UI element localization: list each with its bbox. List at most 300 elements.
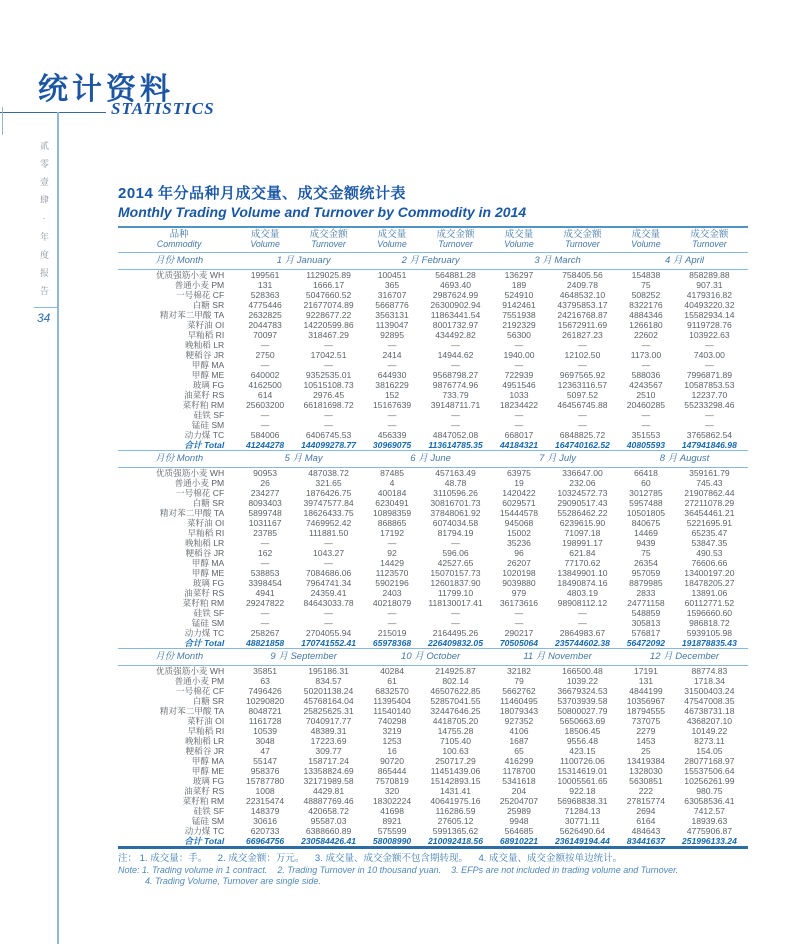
volume-cell: 6230491 — [375, 497, 409, 508]
turnover-cell: 907.31 — [696, 279, 723, 290]
turnover-cell: 46738731.18 — [684, 705, 735, 716]
volume-cell: 10501805 — [626, 507, 666, 518]
volume-cell: 1266180 — [629, 319, 663, 330]
turnover-cell: 487038.72 — [308, 467, 349, 478]
volume-cell: 10356967 — [626, 695, 666, 706]
stats-table — [118, 226, 748, 846]
volume-cell: 2192329 — [502, 319, 536, 330]
total-volume-cell: 56472092 — [626, 637, 666, 648]
turnover-cell: 52857041.55 — [430, 695, 481, 706]
turnover-cell: 232.06 — [569, 477, 596, 488]
month-name: 11 月 November — [494, 648, 621, 665]
volume-cell: — — [260, 617, 270, 628]
turnover-cell: 43795853.17 — [557, 299, 608, 310]
turnover-cell: 48389.31 — [310, 725, 347, 736]
commodity-name: 白糖 SR — [192, 497, 225, 508]
commodity-name: 硅铁 SF — [193, 409, 225, 420]
commodity-name: 普通小麦 PM — [174, 675, 225, 686]
turnover-cell: 6388660.89 — [305, 825, 352, 836]
turnover-cell: 71284.13 — [564, 805, 601, 816]
volume-cell: 4162500 — [248, 379, 282, 390]
volume-cell: 79 — [514, 675, 524, 686]
volume-cell: 24771158 — [627, 597, 665, 608]
table-row — [118, 488, 748, 498]
volume-cell: — — [387, 409, 397, 420]
turnover-cell: 13358824.69 — [303, 765, 354, 776]
header-row — [118, 227, 748, 252]
volume-cell: 4884346 — [629, 309, 663, 320]
volume-cell: 620733 — [250, 825, 280, 836]
turnover-cell: 95587.03 — [310, 815, 347, 826]
volume-cell: 416299 — [504, 755, 534, 766]
volume-cell: — — [514, 359, 524, 370]
turnover-cell: 48.78 — [444, 477, 467, 488]
volume-cell: 136297 — [504, 269, 534, 280]
turnover-cell: 11799.10 — [437, 587, 474, 598]
turnover-cell: 318467.29 — [308, 329, 349, 340]
volume-cell: 351553 — [631, 429, 661, 440]
volume-cell: 15444578 — [499, 507, 539, 518]
turnover-cell: 154.05 — [696, 745, 723, 756]
turnover-cell: 98908112.12 — [557, 597, 608, 608]
volume-cell: 23785 — [253, 527, 278, 538]
volume-cell: 14429 — [380, 557, 404, 568]
turnover-cell: 77170.62 — [564, 557, 601, 568]
volume-cell: — — [387, 617, 397, 628]
table-row — [118, 618, 748, 628]
turnover-cell: 2704055.94 — [305, 627, 352, 638]
turnover-cell: 9556.48 — [566, 735, 598, 746]
turnover-cell: 40641975.16 — [430, 795, 481, 806]
turnover-cell: 37848061.92 — [430, 507, 481, 518]
month-name: 8 月 August — [621, 450, 748, 467]
turnover-cell: 6074034.58 — [432, 517, 479, 528]
volume-cell: 162 — [257, 547, 273, 558]
turnover-cell: 31500403.24 — [684, 685, 735, 696]
volume-cell: 668017 — [504, 429, 534, 440]
volume-cell: 40218079 — [372, 597, 412, 608]
volume-cell: 234277 — [250, 487, 280, 498]
sidebar-vertical-rule — [57, 112, 59, 944]
table-row — [118, 756, 748, 766]
turnover-cell: — — [578, 359, 587, 370]
turnover-cell: 118130017.41 — [428, 597, 483, 608]
table-row — [118, 578, 748, 588]
commodity-name: 甲醇 ME — [191, 369, 225, 380]
total-turnover-cell: 226409832.05 — [428, 637, 483, 648]
volume-cell: 56300 — [507, 329, 531, 340]
table-row — [118, 330, 748, 340]
commodity-name: 精对苯二甲酸 TA — [159, 507, 225, 518]
volume-cell: 18234422 — [499, 399, 539, 410]
table-row — [118, 518, 748, 528]
turnover-cell: 71097.18 — [564, 527, 601, 538]
volume-cell: — — [260, 607, 270, 618]
turnover-cell: 3765862.54 — [686, 429, 733, 440]
volume-cell: 131 — [257, 279, 273, 290]
volume-cell: — — [387, 359, 397, 370]
turnover-cell: 434492.82 — [435, 329, 476, 340]
volume-cell: 199561 — [250, 269, 280, 280]
turnover-header: 成交金额 Turnover — [671, 227, 748, 252]
volume-cell: — — [641, 339, 651, 350]
turnover-cell: — — [451, 419, 460, 430]
turnover-cell: 564881.28 — [435, 269, 476, 280]
volume-cell: 528363 — [250, 289, 280, 300]
month-name: 4 月 April — [621, 252, 748, 269]
volume-cell: — — [260, 419, 270, 430]
volume-cell: 90953 — [253, 467, 278, 478]
commodity-name: 一号棉花 CF — [176, 487, 225, 498]
volume-cell: 10898359 — [372, 507, 412, 518]
month-name: 7 月 July — [494, 450, 621, 467]
volume-cell: 1453 — [636, 735, 656, 746]
volume-cell: 47 — [260, 745, 270, 756]
turnover-cell: 10587853.53 — [684, 379, 735, 390]
volume-cell: 1173.00 — [630, 349, 662, 360]
volume-cell: — — [260, 537, 270, 548]
volume-cell: 7496426 — [248, 685, 282, 696]
commodity-name: 优质强筋小麦 WH — [155, 467, 225, 478]
commodity-name: 油菜籽 RS — [184, 587, 225, 598]
turnover-cell: 7105.40 — [439, 735, 472, 746]
turnover-cell: 12363116.57 — [557, 379, 608, 390]
volume-cell: 9039880 — [502, 577, 536, 588]
commodity-name: 白糖 SR — [192, 695, 225, 706]
volume-cell: 979 — [511, 587, 527, 598]
volume-cell: 26 — [260, 477, 270, 488]
turnover-cell: 10005561.65 — [557, 775, 608, 786]
volume-cell: 100451 — [377, 269, 407, 280]
total-volume-cell: 65978368 — [372, 637, 412, 648]
page-edge-line — [2, 107, 3, 135]
volume-cell: 576817 — [631, 627, 661, 638]
volume-cell: 4106 — [509, 725, 529, 736]
turnover-cell: — — [324, 617, 333, 628]
turnover-cell: — — [324, 339, 333, 350]
turnover-cell: 2409.78 — [566, 279, 598, 290]
turnover-cell: 39148711.71 — [430, 399, 481, 410]
volume-cell: 840675 — [631, 517, 661, 528]
volume-cell: 8093403 — [248, 497, 282, 508]
total-volume-cell: 83441637 — [626, 835, 666, 846]
volume-cell: 320 — [384, 785, 400, 796]
volume-cell: 1139047 — [375, 319, 409, 330]
volume-cell: 5957488 — [629, 497, 663, 508]
turnover-cell: 45768164.04 — [303, 695, 354, 706]
total-volume-cell: 30969075 — [372, 439, 412, 450]
turnover-cell: 9352535.01 — [305, 369, 352, 380]
turnover-cell: 15314619.01 — [557, 765, 608, 776]
volume-cell: 11460495 — [500, 695, 538, 706]
total-turnover-cell: 170741552.41 — [301, 637, 357, 648]
volume-cell: 66418 — [633, 467, 658, 478]
turnover-cell: 195186.31 — [308, 665, 349, 676]
turnover-cell: 50201138.24 — [303, 685, 354, 696]
turnover-cell: 18478205.27 — [684, 577, 735, 588]
commodity-header-zh: 品种 — [169, 229, 189, 240]
turnover-cell: 980.75 — [696, 785, 723, 796]
turnover-cell: 4693.40 — [439, 279, 472, 290]
turnover-cell: 9119728.76 — [687, 319, 732, 330]
table-row — [118, 746, 748, 756]
turnover-cell: — — [705, 419, 714, 430]
volume-cell: 548859 — [631, 607, 661, 618]
turnover-cell: 25825625.31 — [303, 705, 354, 716]
turnover-cell: 6406745.53 — [305, 429, 352, 440]
volume-cell: 2403 — [382, 587, 402, 598]
turnover-cell: 4648532.10 — [559, 289, 606, 300]
volume-cell: 55147 — [253, 755, 278, 766]
turnover-cell: 1876426.75 — [305, 487, 352, 498]
commodity-name: 晚籼稻 LR — [185, 735, 225, 746]
table-row — [118, 716, 748, 726]
table-row — [118, 816, 748, 826]
commodity-name: 菜籽粕 RM — [182, 597, 225, 608]
turnover-cell: 13400197.20 — [684, 567, 735, 578]
volume-cell: 4775446 — [248, 299, 282, 310]
turnover-cell: 7084686.06 — [305, 567, 352, 578]
commodity-name: 晚籼稻 LR — [185, 537, 225, 548]
turnover-cell: 10149.22 — [691, 725, 728, 736]
turnover-cell: 9876774.96 — [432, 379, 479, 390]
volume-cell: 11395404 — [373, 695, 411, 706]
turnover-cell: 66181698.72 — [303, 399, 354, 410]
commodity-name: 硅铁 SF — [193, 607, 225, 618]
volume-cell: 30616 — [253, 815, 278, 826]
turnover-cell: 5626490.64 — [559, 825, 606, 836]
table-row — [118, 528, 748, 538]
note-en-line2: 4. Trading Volume, Turnover are single side. — [145, 875, 321, 886]
turnover-cell: 4429.81 — [313, 785, 345, 796]
commodity-name: 甲醇 ME — [191, 567, 225, 578]
turnover-cell: — — [451, 409, 460, 420]
turnover-cell: 46456745.88 — [557, 399, 608, 410]
month-name: 10 月 October — [367, 648, 494, 665]
turnover-cell: 11451439.06 — [430, 765, 481, 776]
month-header-row — [118, 450, 748, 467]
volume-cell: 1033 — [509, 389, 529, 400]
turnover-cell: 5097.52 — [566, 389, 598, 400]
volume-cell: 7570819 — [375, 775, 409, 786]
table-row — [118, 608, 748, 618]
total-row — [118, 836, 748, 846]
turnover-cell: 39747577.84 — [303, 497, 354, 508]
turnover-cell: 88774.83 — [691, 665, 728, 676]
total-row — [118, 440, 748, 451]
turnover-cell: 15537506.64 — [684, 765, 735, 776]
total-volume-cell: 58008990 — [372, 835, 412, 846]
turnover-header: 成交金额 Turnover — [544, 227, 621, 252]
turnover-cell: 834.57 — [315, 675, 342, 686]
volume-cell: 22602 — [633, 329, 658, 340]
turnover-cell: 9697565.92 — [559, 369, 606, 380]
volume-cell: 2833 — [636, 587, 656, 598]
table-title-en: Monthly Trading Volume and Turnover by Commodity in 2014 — [118, 204, 527, 220]
commodity-name: 白糖 SR — [192, 299, 225, 310]
commodity-name: 普通小麦 PM — [174, 477, 225, 488]
turnover-cell: 336647.00 — [562, 467, 603, 478]
turnover-cell: — — [705, 359, 714, 370]
total-turnover-cell: 235744602.38 — [554, 637, 610, 648]
page-subtitle: STATISTICS — [111, 99, 215, 118]
volume-cell: — — [514, 339, 524, 350]
turnover-cell: 14220599.86 — [303, 319, 354, 330]
commodity-name: 锰硅 SM — [191, 617, 225, 628]
table-row — [118, 826, 748, 836]
turnover-cell: 30771.11 — [564, 815, 601, 826]
table-row — [118, 796, 748, 806]
table-row — [118, 736, 748, 746]
turnover-cell: — — [705, 409, 714, 420]
month-name: 5 月 May — [240, 450, 367, 467]
volume-cell: 258267 — [250, 627, 280, 638]
turnover-cell: 321.65 — [315, 477, 342, 488]
turnover-cell: 261827.23 — [562, 329, 603, 340]
turnover-cell: 158717.24 — [308, 755, 349, 766]
note-en-line1: Note: 1. Trading volume in 1 contract. 2. Trading Turnover in 10 thousand yuan. 3. EFPs are not included in trading volume and Turnover. — [118, 864, 679, 875]
month-section-3 — [118, 648, 748, 846]
table-row — [118, 676, 748, 686]
volume-cell: 2044783 — [248, 319, 282, 330]
volume-cell: — — [641, 359, 651, 370]
header-divider-line — [0, 112, 106, 113]
volume-cell: 189 — [511, 279, 527, 290]
volume-cell: 75 — [641, 547, 651, 558]
commodity-name: 锰硅 SM — [191, 419, 225, 430]
volume-cell: 1020198 — [502, 567, 536, 578]
volume-cell: 40284 — [380, 665, 404, 676]
turnover-cell: — — [451, 537, 460, 548]
commodity-name: 精对苯二甲酸 TA — [159, 309, 225, 320]
volume-cell: 4243567 — [629, 379, 663, 390]
turnover-cell: — — [324, 557, 333, 568]
commodity-name: 动力煤 TC — [184, 825, 225, 836]
total-turnover-cell: 236149194.44 — [554, 835, 610, 846]
turnover-cell: — — [451, 607, 460, 618]
volume-cell: 4951546 — [502, 379, 536, 390]
turnover-cell: 9228677.22 — [305, 309, 352, 320]
total-turnover-cell: 251996133.24 — [681, 835, 737, 846]
volume-cell: 18302224 — [372, 795, 412, 806]
volume-cell: 737075 — [631, 715, 661, 726]
turnover-cell: 46507622.85 — [430, 685, 481, 696]
turnover-cell: 457163.49 — [435, 467, 476, 478]
volume-cell: 2750 — [255, 349, 275, 360]
volume-cell: 316707 — [377, 289, 407, 300]
turnover-cell: 56968838.31 — [557, 795, 608, 806]
turnover-cell: 198991.17 — [562, 537, 603, 548]
table-row — [118, 430, 748, 440]
volume-cell: 945068 — [504, 517, 534, 528]
table-bottom-rule — [118, 846, 748, 849]
turnover-cell: 7964741.34 — [305, 577, 352, 588]
volume-cell: 484643 — [631, 825, 661, 836]
commodity-name: 菜籽油 OI — [186, 517, 225, 528]
volume-cell: 18079343 — [499, 705, 539, 716]
volume-cell: 96 — [514, 547, 524, 558]
turnover-cell: 11863441.54 — [430, 309, 481, 320]
volume-cell: 1008 — [255, 785, 275, 796]
volume-cell: 1178700 — [502, 765, 536, 776]
turnover-cell: 14944.62 — [437, 349, 474, 360]
turnover-cell: 5650663.69 — [559, 715, 606, 726]
volume-cell: 60 — [641, 477, 651, 488]
turnover-cell: 490.53 — [696, 547, 723, 558]
volume-cell: 1031167 — [248, 517, 282, 528]
turnover-cell: 8001732.97 — [432, 319, 479, 330]
volume-cell: — — [260, 409, 270, 420]
volume-cell: 456339 — [377, 429, 407, 440]
table-title-zh: 2014 年分品种月成交量、成交金额统计表 — [118, 185, 407, 202]
commodity-name: 早籼稻 RI — [187, 725, 225, 736]
turnover-cell: 250717.29 — [435, 755, 476, 766]
commodity-name: 一号棉花 CF — [176, 685, 225, 696]
volume-cell: 8322176 — [629, 299, 663, 310]
turnover-cell: 13891.06 — [691, 587, 728, 598]
volume-cell: 5341618 — [502, 775, 536, 786]
turnover-cell: 42527.65 — [437, 557, 474, 568]
volume-cell: 5630851 — [629, 775, 663, 786]
volume-cell: 9439 — [636, 537, 656, 548]
volume-cell: 35851 — [253, 665, 278, 676]
turnover-cell: 2976.45 — [313, 389, 345, 400]
turnover-cell: 2864983.67 — [559, 627, 606, 638]
turnover-cell: 5047660.52 — [305, 289, 352, 300]
volume-cell: 222 — [638, 785, 654, 796]
volume-header: 成交量 Volume — [367, 227, 417, 252]
turnover-cell: 802.14 — [442, 675, 469, 686]
commodity-name: 粳稻谷 JR — [185, 349, 225, 360]
table-header — [118, 227, 748, 252]
volume-cell: 204 — [511, 785, 527, 796]
total-turnover-cell: 191878835.43 — [681, 637, 737, 648]
turnover-cell: 27211078.29 — [684, 497, 735, 508]
turnover-cell: 1596660.60 — [686, 607, 733, 618]
volume-cell: 26354 — [633, 557, 658, 568]
turnover-cell: 116286.59 — [435, 805, 476, 816]
month-label: 月份 Month — [118, 252, 240, 269]
volume-cell: 148379 — [250, 805, 280, 816]
total-label: 合计 Total — [184, 637, 225, 648]
volume-cell: 2414 — [382, 349, 402, 360]
volume-cell: 4844199 — [629, 685, 663, 696]
total-volume-cell: 44184321 — [499, 439, 539, 450]
volume-cell: 5662762 — [502, 685, 536, 696]
turnover-cell: 18939.63 — [691, 815, 728, 826]
volume-cell: — — [641, 409, 651, 420]
main-content — [118, 182, 748, 887]
page-title: 统计资料 — [38, 73, 174, 106]
volume-cell: 25603200 — [245, 399, 285, 410]
month-name: 2 月 February — [367, 252, 494, 269]
turnover-cell: 7412.57 — [693, 805, 725, 816]
volume-cell: 152 — [384, 389, 400, 400]
turnover-cell: 18626433.75 — [303, 507, 354, 518]
turnover-cell: 27605.12 — [437, 815, 474, 826]
volume-cell: — — [387, 339, 397, 350]
table-row — [118, 320, 748, 330]
turnover-cell: 111881.50 — [308, 527, 349, 538]
volume-cell: 400184 — [377, 487, 407, 498]
turnover-cell: 2987624.99 — [432, 289, 479, 300]
table-row — [118, 588, 748, 598]
turnover-cell: 1431.41 — [439, 785, 472, 796]
turnover-cell: 76606.66 — [691, 557, 728, 568]
table-row — [118, 380, 748, 390]
turnover-cell: 55233298.46 — [684, 399, 735, 410]
table-row — [118, 498, 748, 508]
